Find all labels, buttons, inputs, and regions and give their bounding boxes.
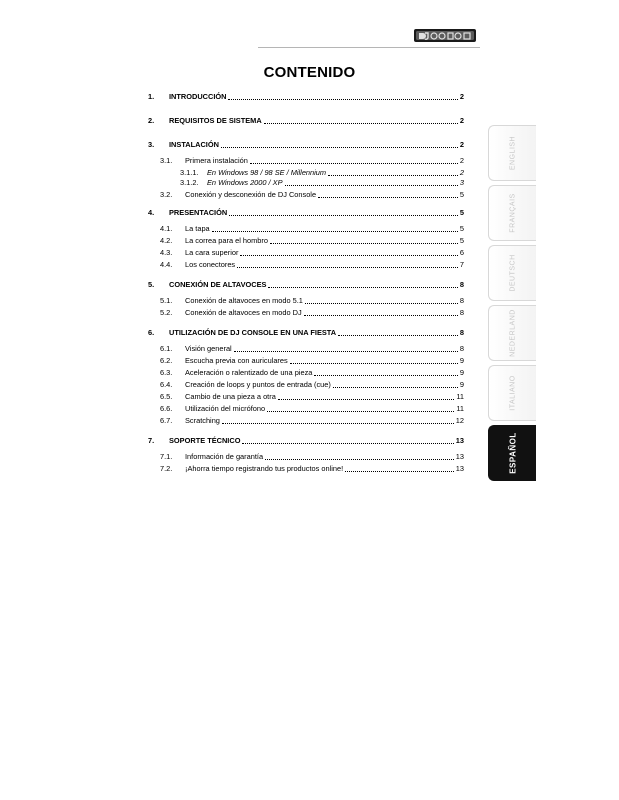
toc-entry[interactable] <box>148 92 464 102</box>
toc-entry[interactable] <box>160 464 464 474</box>
toc-entry[interactable] <box>160 156 464 166</box>
toc-entry-page: 6 <box>459 248 464 257</box>
toc-entry-label: Creación de loops y puntos de entrada (cue) <box>185 380 331 389</box>
toc-entry-number: 2. <box>148 116 155 125</box>
toc-entry-page: 5 <box>459 208 464 217</box>
toc-entry-page: 5 <box>459 236 464 245</box>
dj-console-logo-icon <box>414 27 476 44</box>
toc-entry-label: SOPORTE TÉCNICO <box>169 436 241 445</box>
toc-entry-page: 2 <box>459 116 464 125</box>
language-tab-label: ENGLISH <box>509 135 516 171</box>
toc-entry-label: CONEXIÓN DE ALTAVOCES <box>169 280 267 289</box>
toc-entry-label: Primera instalación <box>185 156 248 165</box>
toc-entry[interactable] <box>148 436 464 446</box>
toc-entry-label: Aceleración o ralentizado de una pieza <box>185 368 313 377</box>
toc-entry-page: 2 <box>459 92 464 101</box>
toc-entry-label: PRESENTACIÓN <box>169 208 228 217</box>
toc-entry-label: Los conectores <box>185 260 236 269</box>
toc-entry-label: UTILIZACIÓN DE DJ CONSOLE EN UNA FIESTA <box>169 328 337 337</box>
toc-leader-dots <box>237 266 458 268</box>
toc-entry-number: 6.2. <box>160 356 173 365</box>
toc-entry-number: 6.6. <box>160 404 173 413</box>
toc-entry-number: 4. <box>148 208 155 217</box>
toc-leader-dots <box>290 362 458 364</box>
toc-entry-label: La correa para el hombro <box>185 236 268 245</box>
toc-entry[interactable] <box>148 328 464 338</box>
toc-leader-dots <box>228 98 457 100</box>
toc-entry[interactable] <box>180 178 464 188</box>
toc-entry-label: En Windows 98 / 98 SE / Millennium <box>207 168 327 177</box>
toc-entry-page: 13 <box>455 464 464 473</box>
language-tab-label: DEUTSCH <box>509 254 516 292</box>
toc-entry[interactable] <box>160 416 464 426</box>
toc-entry-page: 2 <box>459 168 464 177</box>
toc-entry-page: 2 <box>459 140 464 149</box>
language-tab-label: NEDERLAND <box>509 309 516 357</box>
toc-entry[interactable] <box>148 208 464 218</box>
language-tab[interactable] <box>488 365 536 421</box>
toc-entry-number: 4.4. <box>160 260 173 269</box>
toc-entry-number: 6.3. <box>160 368 173 377</box>
toc-leader-dots <box>305 302 458 304</box>
toc-entry-number: 3. <box>148 140 155 149</box>
toc-entry[interactable] <box>160 248 464 258</box>
toc-entry-page: 7 <box>459 260 464 269</box>
toc-entry-number: 5.2. <box>160 308 173 317</box>
toc-entry-page: 8 <box>459 308 464 317</box>
toc-entry[interactable] <box>160 392 464 402</box>
toc-entry-label: La cara superior <box>185 248 239 257</box>
toc-leader-dots <box>212 230 458 232</box>
language-tab[interactable] <box>488 245 536 301</box>
toc-entry-number: 4.3. <box>160 248 173 257</box>
toc-entry[interactable] <box>160 190 464 200</box>
toc-leader-dots <box>345 470 454 472</box>
toc-entry-number: 6.1. <box>160 344 173 353</box>
toc-entry-page: 11 <box>456 404 464 413</box>
toc-entry[interactable] <box>160 452 464 462</box>
toc-entry[interactable] <box>160 224 464 234</box>
toc-entry-number: 5.1. <box>160 296 173 305</box>
toc-entry-number: 6.5. <box>160 392 173 401</box>
toc-leader-dots <box>242 442 453 444</box>
toc-entry-page: 5 <box>459 190 464 199</box>
toc-entry-number: 6.4. <box>160 380 173 389</box>
toc-entry-label: Cambio de una pieza a otra <box>185 392 276 401</box>
toc-leader-dots <box>268 286 457 288</box>
toc-entry-label: En Windows 2000 / XP <box>207 178 283 187</box>
toc-leader-dots <box>318 196 458 198</box>
toc-entry-page: 9 <box>459 368 464 377</box>
language-tab-label: ITALIANO <box>509 375 516 411</box>
toc-entry[interactable] <box>160 344 464 354</box>
toc-entry[interactable] <box>160 260 464 270</box>
toc-leader-dots <box>264 122 458 124</box>
toc-entry-number: 6.7. <box>160 416 173 425</box>
toc-entry-number: 4.2. <box>160 236 173 245</box>
toc-leader-dots <box>304 314 458 316</box>
toc-entry-label: INTRODUCCIÓN <box>169 92 227 101</box>
toc-entry[interactable] <box>160 380 464 390</box>
toc-entry-page: 8 <box>459 296 464 305</box>
toc-entry-label: La tapa <box>185 224 210 233</box>
toc-entry-label: Visión general <box>185 344 232 353</box>
toc-entry-page: 12 <box>455 416 464 425</box>
language-tab-label: ESPAÑOL <box>508 432 517 474</box>
toc-entry-page: 5 <box>459 224 464 233</box>
toc-leader-dots <box>285 184 458 186</box>
toc-entry[interactable] <box>160 368 464 378</box>
toc-entry-label: Información de garantía <box>185 452 264 461</box>
toc-entry-page: 9 <box>459 380 464 389</box>
toc-entry-label: Utilización del micrófono <box>185 404 266 413</box>
toc-entry-number: 7.1. <box>160 452 173 461</box>
language-tab[interactable] <box>488 305 536 361</box>
toc-entry-number: 1. <box>148 92 155 101</box>
toc-entry[interactable] <box>160 236 464 246</box>
toc-entry-page: 8 <box>459 328 464 337</box>
toc-entry-page: 3 <box>459 178 464 187</box>
toc-entry-number: 7.2. <box>160 464 173 473</box>
toc-entry-number: 4.1. <box>160 224 173 233</box>
toc-leader-dots <box>333 386 458 388</box>
toc-leader-dots <box>338 334 458 336</box>
toc-entry-page: 13 <box>455 436 464 445</box>
toc-entry-number: 3.1.2. <box>180 178 199 187</box>
toc-leader-dots <box>221 146 458 148</box>
toc-entry-label: Escucha previa con auriculares <box>185 356 288 365</box>
toc-leader-dots <box>314 374 458 376</box>
toc-entry-page: 2 <box>459 156 464 165</box>
toc-leader-dots <box>265 458 454 460</box>
toc-entry-number: 3.1. <box>160 156 173 165</box>
toc-entry[interactable] <box>148 140 464 150</box>
toc-entry-page: 13 <box>455 452 464 461</box>
toc-entry-label: Conexión y desconexión de DJ Console <box>185 190 317 199</box>
toc-entry[interactable] <box>160 356 464 366</box>
page-title: CONTENIDO <box>263 64 356 81</box>
header-rule <box>258 47 480 48</box>
toc-entry[interactable] <box>160 308 464 318</box>
toc-entry[interactable] <box>148 280 464 290</box>
toc-entry-number: 3.2. <box>160 190 173 199</box>
toc-leader-dots <box>278 398 455 400</box>
toc-entry-label: Scratching <box>185 416 220 425</box>
language-tab-label: FRANÇAIS <box>509 193 516 233</box>
toc-entry-number: 5. <box>148 280 155 289</box>
toc-entry-number: 6. <box>148 328 155 337</box>
toc-leader-dots <box>222 422 454 424</box>
toc-entry-page: 11 <box>456 392 464 401</box>
toc-entry-label: Conexión de altavoces en modo 5.1 <box>185 296 303 305</box>
language-tab[interactable] <box>488 185 536 241</box>
toc-leader-dots <box>234 350 458 352</box>
toc-entry-label: ¡Ahorra tiempo registrando tus productos online! <box>185 464 344 473</box>
toc-entry-label: Conexión de altavoces en modo DJ <box>185 308 302 317</box>
toc-entry-number: 7. <box>148 436 155 445</box>
toc-entry-label: INSTALACIÓN <box>169 140 219 149</box>
toc-entry[interactable] <box>160 404 464 414</box>
toc-leader-dots <box>240 254 457 256</box>
toc-leader-dots <box>270 242 458 244</box>
toc-entry-number: 3.1.1. <box>180 168 199 177</box>
toc-leader-dots <box>267 410 454 412</box>
toc-entry[interactable] <box>180 168 464 178</box>
toc-entry[interactable] <box>148 116 464 126</box>
toc-leader-dots <box>229 214 458 216</box>
toc-entry-page: 9 <box>459 356 464 365</box>
toc-entry-page: 8 <box>459 344 464 353</box>
toc-leader-dots <box>250 162 458 164</box>
language-tab[interactable] <box>488 125 536 181</box>
toc-entry[interactable] <box>160 296 464 306</box>
toc-leader-dots <box>328 174 458 176</box>
toc-entry-label: REQUISITOS DE SISTEMA <box>169 116 262 125</box>
toc-entry-page: 8 <box>459 280 464 289</box>
language-tab[interactable] <box>488 425 536 481</box>
